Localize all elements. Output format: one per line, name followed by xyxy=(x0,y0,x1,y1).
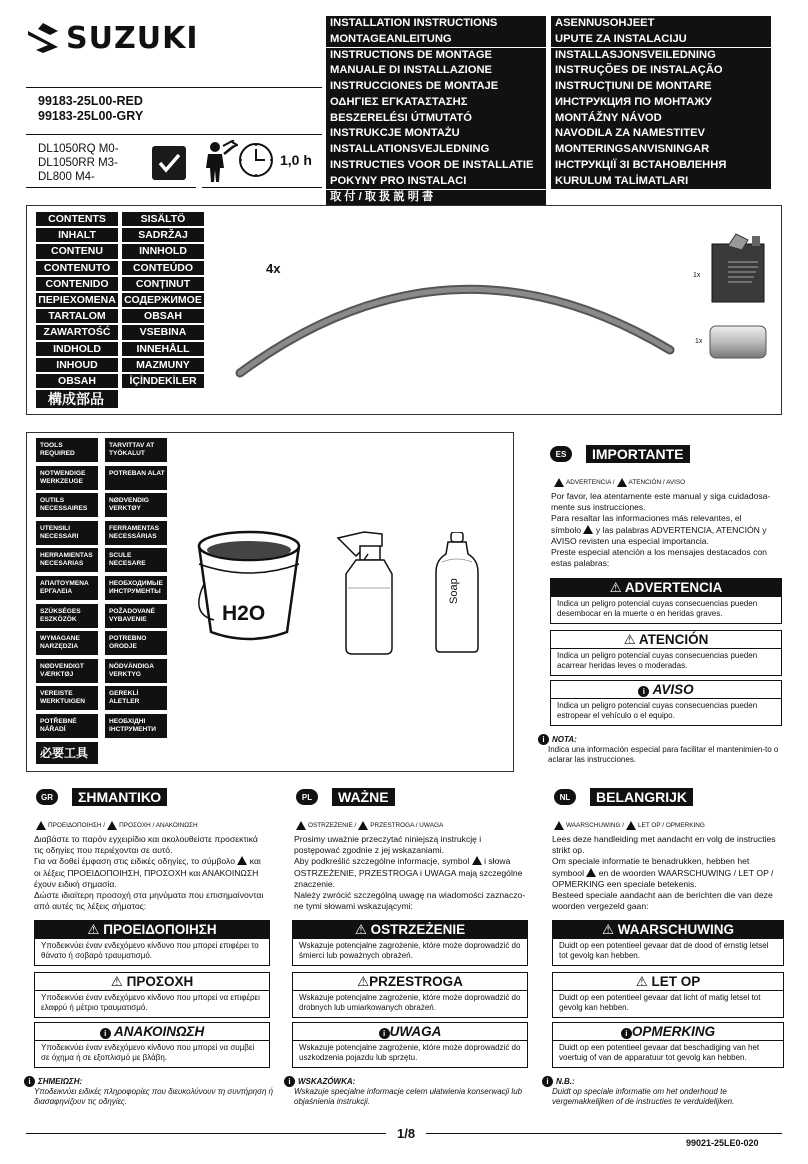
notice-box-gr xyxy=(34,1022,270,1068)
title-line: NAVODILA ZA NAMESTITEV xyxy=(551,126,771,142)
intro-text: y las palabras ADVERTENCIA, ATENCIÓN y xyxy=(595,524,767,535)
contents-label: INDHOLD xyxy=(36,342,118,356)
contents-label: ZAWARTOŚĆ xyxy=(36,325,118,339)
section-title: ΣΗΜΑΝΤΙΚΟ xyxy=(72,788,167,806)
intro-line: postępować zgodnie z jej wskazaniami. xyxy=(294,845,444,856)
sachet-quantity: 1x xyxy=(693,272,701,279)
info-icon: i xyxy=(621,1028,632,1039)
contents-label: TARTALOM xyxy=(36,309,118,323)
intro-line: OSTRZEŻENIE, PRZESTROGA i UWAGA mają szczególne xyxy=(294,867,523,878)
note-text: Indica una información especial para facilitar el mantenimien-to o aclarar las instrucciones. xyxy=(548,745,779,765)
intro-line: Prosimy uważnie przeczytać niniejszą instrukcję i xyxy=(294,834,482,844)
tools-label: GEREKLİ ALETLER xyxy=(105,686,167,710)
intro-line: Por favor, lea atentamente este manual y siga cuidadosa- xyxy=(551,491,771,501)
contents-label: CONȚINUT xyxy=(122,277,204,291)
warning-triangle-icon xyxy=(472,856,482,865)
note-text: Υποδεικνύει ειδικές πληροφορίες που διευκολύνουν τη συντήρηση ή διασαφηνίζουν τις οδηγίες. xyxy=(34,1087,274,1107)
notice-title xyxy=(35,1023,269,1041)
caution-text: Duidt op een potentieel gevaar dat licht of matig letsel tot gevolg kan hebben. xyxy=(559,993,761,1013)
title-line: BESZERELÉSI ÚTMUTATÓ xyxy=(326,111,546,127)
title-line: MONTAGEANLEITUNG xyxy=(326,32,546,48)
tools-labels-col2 xyxy=(105,438,167,742)
signal-words-text: LET OP / OPMERKING xyxy=(638,822,705,829)
title-line: MANUALE DI INSTALLAZIONE xyxy=(326,63,546,79)
notice-title-text: AVISO xyxy=(652,682,694,697)
intro-line: τις οδηγίες που περιέχονται σε αυτό. xyxy=(34,845,173,856)
section-header-es xyxy=(550,445,690,463)
tools-label: POŽADOVANÉ VYBAVENIE xyxy=(105,604,167,628)
note-text: Duidt op speciale informatie om het onderhoud te vergemakkelijken of de instructies te verduidelijken. xyxy=(552,1087,735,1107)
warning-title-text: ΠΡΟΕΙΔΟΠΟΙΗΣΗ xyxy=(103,922,217,937)
notice-title xyxy=(293,1023,527,1041)
title-line: INSTALLATION INSTRUCTIONS xyxy=(326,16,546,32)
page-number: 1/8 xyxy=(393,1126,419,1141)
part-numbers xyxy=(26,87,322,135)
intro-text: en de woorden WAARSCHUWING / LET OP / xyxy=(598,867,774,878)
caution-title: ⚠ ΠΡΟΣΟΧΗ xyxy=(35,973,269,991)
title-line: ІНСТРУКЦІЇ ЗІ ВСТАНОВЛЕННЯ xyxy=(551,158,771,174)
suzuki-logo xyxy=(26,18,226,58)
signal-words-text: PRZESTROGA / UWAGA xyxy=(370,822,444,829)
note-title-text: ΣΗΜΕΙΩΣΗ: xyxy=(38,1077,83,1086)
caution-text: Wskazuje potencjalne zagrożenie, które może doprowadzić do drobnych lub umiarkowanych obrażeń. xyxy=(299,993,521,1013)
note-nl xyxy=(542,1076,786,1108)
tools-label: SCULE NECESARE xyxy=(105,548,167,572)
intro-line: Para resaltar las informaciones más relevantes, el xyxy=(551,513,742,524)
language-badge: GR xyxy=(36,789,58,805)
spray-bottle-image xyxy=(334,528,404,656)
caution-title-text: ATENCIÓN xyxy=(638,632,709,647)
caution-title-text: LET OP xyxy=(651,974,701,989)
title-column-2 xyxy=(551,16,771,190)
title-line: INSTRUCTIONS DE MONTAGE xyxy=(326,48,546,64)
intro-paragraph-gr xyxy=(34,834,274,912)
info-icon: i xyxy=(542,1076,553,1087)
tools-label: SZÜKSÉGES ESZKÖZÖK xyxy=(36,604,98,628)
contents-label: СОДЕРЖИМОЕ xyxy=(122,293,204,307)
caution-title: ⚠ LET OP xyxy=(553,973,783,991)
tools-label: TOOLS REQUIRED xyxy=(36,438,98,462)
footer-rule-left xyxy=(26,1133,386,1134)
title-line: MONTERINGSANVISNINGAR xyxy=(551,142,771,158)
warning-triangle-icon xyxy=(626,821,636,830)
title-line: 取 付 / 取 扱 説 明 書 xyxy=(326,190,546,206)
intro-line: ne tymi słowami wskazującymi: xyxy=(294,901,413,912)
cleaning-wipe-sachet-image xyxy=(708,232,768,304)
intro-line: Besteed speciale aandacht aan de berichten die van deze xyxy=(552,890,773,901)
document-number: 99021-25LE0-020 xyxy=(686,1138,759,1148)
title-line: ΟΔΗΓΙΕΣ ΕΓΚΑΤΑΣΤΑΣΗΣ xyxy=(326,95,546,111)
install-time: 1,0 h xyxy=(280,152,312,168)
note-title-text: N.B.: xyxy=(556,1077,575,1086)
caution-text: Υποδεικνύει έναν ενδεχόμενο κίνδυνο που μπορεί να επιφέρει ελαφρύ ή μέτριο τραυματισμό. xyxy=(41,993,260,1013)
caution-box-es xyxy=(550,630,782,676)
note-es xyxy=(538,734,784,766)
caution-box-nl xyxy=(552,972,784,1018)
intro-line: οι λέξεις ΠΡΟΕΙΔΟΠΟΙΗΣΗ, ΠΡΟΣΟΧΗ και ΑΝΑΚΟΙΝΩΣΗ xyxy=(34,867,259,878)
suzuki-s-logo-icon xyxy=(26,21,60,55)
notice-text: Υποδεικνύει έναν ενδεχόμενο κίνδυνο που μπορεί να συμβεί σε όχημα ή σε εξοπλισμό με βλάβη. xyxy=(41,1043,255,1063)
contents-labels-col1 xyxy=(36,212,118,410)
title-line: INSTRUCCIONES DE MONTAJE xyxy=(326,79,546,95)
model-code: DL1050RQ M0- xyxy=(38,143,119,155)
section-header-nl xyxy=(554,788,693,806)
note-title xyxy=(538,734,784,745)
note-text: Wskazuje specjalne informacje celem ułatwienia konserwacji lub objaśnienia instrukcji. xyxy=(294,1087,523,1107)
intro-line xyxy=(552,868,784,879)
warning-box-gr xyxy=(34,920,270,966)
warning-title-text: ADVERTENCIA xyxy=(624,580,723,595)
warning-triangle-icon xyxy=(107,821,117,830)
intro-line: Należy zwrócić szczególną uwagę na wiadomości zaznaczo- xyxy=(294,890,526,901)
title-line: INSTALLATIONSVEJLEDNING xyxy=(326,142,546,158)
warning-title-text: OSTRZEŻENIE xyxy=(370,922,466,937)
contents-label: INNHOLD xyxy=(122,244,204,258)
tools-label: VEREISTE WERKTUIGEN xyxy=(36,686,98,710)
intro-line: woorden vergezeld gaan: xyxy=(552,901,649,912)
warning-title-text: WAARSCHUWING xyxy=(617,922,735,937)
squeegee-quantity: 1x xyxy=(695,338,703,345)
title-column-1 xyxy=(326,16,546,205)
section-title: WAŻNE xyxy=(332,788,395,806)
tools-label: НЕОБХІДНІ ІНСТРУМЕНТИ xyxy=(105,714,167,738)
notice-title-text: OPMERKING xyxy=(631,1024,716,1039)
title-line: INSTRUÇÕES DE INSTALAÇÃO xyxy=(551,63,771,79)
tools-label: TARVITTAV AT TYÖKALUT xyxy=(105,438,167,462)
contents-label: CONTENIDO xyxy=(36,277,118,291)
signal-words-text: ADVERTENCIA / xyxy=(566,479,615,486)
section-header-gr xyxy=(36,788,167,806)
note-pl xyxy=(284,1076,534,1108)
intro-paragraph-pl xyxy=(294,834,534,912)
caution-title: ⚠PRZESTROGA xyxy=(293,973,527,991)
info-icon: i xyxy=(638,686,649,697)
stripe-quantity: 4x xyxy=(266,261,281,276)
warning-box-es xyxy=(550,578,782,624)
model-code: DL800 M4- xyxy=(38,171,95,183)
intro-text: i słowa xyxy=(484,856,511,867)
title-line: INSTRUCȚIUNI DE MONTARE xyxy=(551,79,771,95)
soap-label: Soap xyxy=(448,578,460,604)
language-badge: ES xyxy=(550,446,572,462)
title-line: INSTRUKCJE MONTAŻU xyxy=(326,126,546,142)
signal-words-line xyxy=(554,821,705,830)
contents-label: INHOUD xyxy=(36,358,118,372)
intro-line: OPMERKING een speciale betekenis. xyxy=(552,878,697,889)
signal-words-text: OSTRZEŻENIE / xyxy=(308,822,357,829)
tools-label: POTREBNO ORODJE xyxy=(105,631,167,655)
signal-words-text: ΠΡΟΕΙΔΟΠΟΙΗΣΗ / xyxy=(48,822,106,829)
contents-label: İÇİNDEKİLER xyxy=(122,374,204,388)
rim-stripe-image xyxy=(230,238,690,378)
tools-label: NØDVENDIG VERKTØY xyxy=(105,493,167,517)
signal-words-text: ΠΡΟΣΟΧΗ / ΑΝΑΚΟΙΝΩΣΗ xyxy=(119,822,198,829)
section-title: BELANGRIJK xyxy=(590,788,693,806)
intro-paragraph-nl xyxy=(552,834,784,912)
tools-label: FERRAMENTAS NECESSÁRIAS xyxy=(105,521,167,545)
notice-text: Indica un peligro potencial cuyas consecuencias pueden estropear el vehículo o el equipo. xyxy=(557,701,758,721)
caution-title-text: PRZESTROGA xyxy=(369,974,463,989)
intro-line: Preste especial atención a los mensajes destacados con xyxy=(551,547,767,558)
signal-words-line xyxy=(296,821,443,830)
signal-words-text: ATENCIÓN / AVISO xyxy=(628,479,686,486)
contents-label: CONTEÚDO xyxy=(122,261,204,275)
contents-label: CONTENUTO xyxy=(36,261,118,275)
caution-box-gr xyxy=(34,972,270,1018)
warning-triangle-icon xyxy=(358,821,368,830)
caution-box-pl xyxy=(292,972,528,1018)
intro-paragraph-es xyxy=(551,491,781,569)
section-title: IMPORTANTE xyxy=(586,445,690,463)
intro-line: estas palabras: xyxy=(551,558,610,569)
contents-label: INNEHÅLL xyxy=(122,342,204,356)
note-title-text: WSKAZÓWKA: xyxy=(298,1077,356,1086)
intro-line: Lees deze handleiding met aandacht en volg de instructies xyxy=(552,834,776,844)
contents-label: ΠΕΡΙΕΧΟΜΕΝΑ xyxy=(36,293,118,307)
warning-text: Indica un peligro potencial cuyas consecuencias pueden desembocar en la muerte o en heridas graves. xyxy=(557,599,758,619)
intro-line: από αυτές τις λέξεις σήματος: xyxy=(34,901,147,912)
tools-label: NÖDVÄNDIGA VERKTYG xyxy=(105,659,167,683)
note-gr xyxy=(24,1076,274,1108)
contents-label: INHALT xyxy=(36,228,118,242)
info-icon: i xyxy=(284,1076,295,1087)
note-title xyxy=(542,1076,786,1087)
intro-line: Δώστε ιδιαίτερη προσοχή στα μηνύματα που επισημαίνονται xyxy=(34,890,264,901)
contents-labels-col2 xyxy=(122,212,204,390)
tools-label: ΑΠΑΙΤΟΥΜΕΝΑ ΕΡΓΑΛΕΙΑ xyxy=(36,576,98,600)
tools-label: OUTILS NECESSAIRES xyxy=(36,493,98,517)
tools-label: UTENSILI NECESSARI xyxy=(36,521,98,545)
caution-title: ⚠ ATENCIÓN xyxy=(551,631,781,649)
intro-line xyxy=(551,525,781,536)
intro-text: símbolo xyxy=(551,524,582,535)
title-line: INSTALLASJONSVEILEDNING xyxy=(551,48,771,64)
notice-title-text: UWAGA xyxy=(389,1024,442,1039)
language-badge: PL xyxy=(296,789,318,805)
intro-line: Om speciale informatie te benadrukken, hebben het xyxy=(552,856,750,867)
warning-triangle-icon xyxy=(617,478,627,487)
notice-text: Duidt op een potentieel gevaar dat beschadiging van het voertuig of van de apparatuur tot gevolg kan hebben. xyxy=(559,1043,760,1063)
intro-line: mente sus instrucciones. xyxy=(551,502,646,513)
warning-text: Wskazuje potencjalne zagrożenie, które może doprowadzić do śmierci lub poważnych obrażeń. xyxy=(299,941,521,961)
intro-text: Για να δοθεί έμφαση στις ειδικές οδηγίες, το σύμβολο xyxy=(34,856,235,867)
caution-title-text: ΠΡΟΣΟΧΗ xyxy=(126,974,194,989)
language-badge: NL xyxy=(554,789,576,805)
contents-label: CONTENU xyxy=(36,244,118,258)
intro-line: znaczenie. xyxy=(294,878,336,889)
warning-triangle-icon xyxy=(586,868,596,877)
warning-triangle-icon xyxy=(237,856,247,865)
notice-text: Wskazuje potencjalne zagrożenie, które może doprowadzić do uszkodzenia pojazdu lub sprzętu. xyxy=(299,1043,521,1063)
contents-label: VSEBINA xyxy=(122,325,204,339)
footer-rule-right xyxy=(426,1133,782,1134)
notice-title xyxy=(551,681,781,699)
brand-name: SUZUKI xyxy=(66,20,199,56)
bucket-label: H2O xyxy=(222,602,266,625)
warning-triangle-icon xyxy=(554,821,564,830)
contents-label: SISÄLTÖ xyxy=(122,212,204,226)
intro-line xyxy=(294,856,534,867)
warning-title: ⚠ OSTRZEŻENIE xyxy=(293,921,527,939)
warning-title: ⚠ ADVERTENCIA xyxy=(551,579,781,597)
section-header-pl xyxy=(296,788,395,806)
warning-text: Duidt op een potentieel gevaar dat de dood of ernstig letsel tot gevolg kan hebben. xyxy=(559,941,769,961)
info-icon: i xyxy=(538,734,549,745)
contents-label: OBSAH xyxy=(122,309,204,323)
signal-words-text: WAARSCHUWING / xyxy=(566,822,624,829)
title-line: MONTÁŽNY NÁVOD xyxy=(551,111,771,127)
mechanic-icon xyxy=(204,140,238,182)
info-icon: i xyxy=(24,1076,35,1087)
warning-title: ⚠ ΠΡΟΕΙΔΟΠΟΙΗΣΗ xyxy=(35,921,269,939)
contents-label: CONTENTS xyxy=(36,212,118,226)
model-code: DL1050RR M3- xyxy=(38,157,118,169)
intro-line: έχουν ειδική σημασία. xyxy=(34,878,117,889)
signal-words-line xyxy=(36,821,198,830)
intro-text: και xyxy=(249,856,261,867)
note-title xyxy=(284,1076,534,1087)
warning-box-nl xyxy=(552,920,784,966)
title-line: UPUTE ZA INSTALACIJU xyxy=(551,32,771,48)
tools-label: NOTWENDIGE WERKZEUGE xyxy=(36,466,98,490)
intro-line: Διαβάστε το παρόν εγχειρίδιο και ακολουθείστε προσεκτικά xyxy=(34,834,258,844)
tools-label: НЕОБХОДИМЫЕ ИНСТРУМЕНТЫ xyxy=(105,576,167,600)
signal-words-line xyxy=(554,478,685,487)
notice-box-pl xyxy=(292,1022,528,1068)
soap-bottle-image xyxy=(434,532,480,654)
tools-label: POTREBAN ALAT xyxy=(105,466,167,490)
notice-box-es xyxy=(550,680,782,726)
tools-label: HERRAMIENTAS NECESARIAS xyxy=(36,548,98,572)
tools-label: WYMAGANE NARZĘDZIA xyxy=(36,631,98,655)
checkmark-icon xyxy=(152,146,186,180)
notice-title-text: ΑΝΑΚΟΙΝΩΣΗ xyxy=(113,1024,205,1039)
squeegee-image xyxy=(708,322,768,362)
caution-text: Indica un peligro potencial cuyas consecuencias pueden acarrear heridas leves o moderadas. xyxy=(557,651,758,671)
part-number: 99183-25L00-RED xyxy=(38,94,143,108)
warning-triangle-icon xyxy=(36,821,46,830)
contents-label: 構成部品 xyxy=(36,390,118,408)
water-bucket-image xyxy=(194,524,304,644)
info-icon: i xyxy=(100,1028,111,1039)
intro-line: strikt op. xyxy=(552,845,585,856)
tools-label: NØDVENDIGT VÆRKTØJ xyxy=(36,659,98,683)
tools-labels-col1 xyxy=(36,438,98,767)
note-title-text: NOTA: xyxy=(552,735,577,744)
info-icon: i xyxy=(379,1028,390,1039)
title-line: INSTRUCTIES VOOR DE INSTALLATIE xyxy=(326,158,546,174)
contents-label: MAZMUNY xyxy=(122,358,204,372)
part-number: 99183-25L00-GRY xyxy=(38,109,144,123)
intro-text: symbool xyxy=(552,867,584,878)
warning-triangle-icon xyxy=(554,478,564,487)
notice-box-nl xyxy=(552,1022,784,1068)
tools-label: POTŘEBNÉ NÁŘADÍ xyxy=(36,714,98,738)
tools-label: 必要工具 xyxy=(36,742,98,764)
clock-icon xyxy=(238,142,274,178)
intro-line: AVISO revisten una especial importancia. xyxy=(551,535,709,546)
warning-triangle-icon xyxy=(296,821,306,830)
warning-title: ⚠ WAARSCHUWING xyxy=(553,921,783,939)
warning-text: Υποδεικνύει έναν ενδεχόμενο κίνδυνο που μπορεί επιφέρει το θάνατο ή σοβαρό τραυματισμό. xyxy=(41,941,259,961)
intro-text: Aby podkreślić szczególne informacje, symbol xyxy=(294,856,470,867)
contents-label: OBSAH xyxy=(36,374,118,388)
warning-box-pl xyxy=(292,920,528,966)
title-line: KURULUM TALİMATLARI xyxy=(551,174,771,190)
title-line: POKYNY PRO INSTALACI xyxy=(326,174,546,190)
title-line: ИНСТРУКЦИЯ ПО МОНТАЖУ xyxy=(551,95,771,111)
warning-triangle-icon xyxy=(583,525,593,534)
title-line: ASENNUSOHJEET xyxy=(551,16,771,32)
intro-line xyxy=(34,856,274,867)
notice-title xyxy=(553,1023,783,1041)
contents-label: SADRŽAJ xyxy=(122,228,204,242)
note-title xyxy=(24,1076,274,1087)
